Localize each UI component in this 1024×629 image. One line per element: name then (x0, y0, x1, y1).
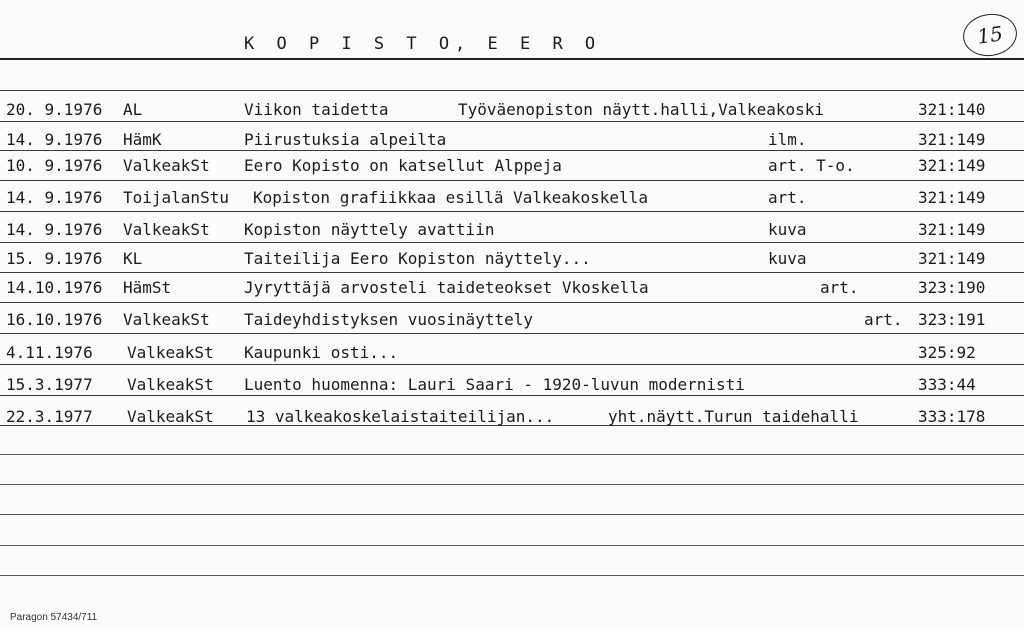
entry-source: ValkeakSt (127, 407, 214, 426)
rule-line (0, 484, 1024, 485)
entry-row (0, 187, 1024, 211)
entry-title: Kopiston näyttely avattiin (244, 220, 495, 239)
entry-source: HämSt (123, 278, 172, 297)
header-rule (0, 58, 1024, 60)
rule-line (0, 211, 1024, 212)
entry-title: Piirustuksia alpeilta (244, 130, 447, 149)
entry-location: yht.näytt.Turun taidehalli (608, 407, 859, 426)
entry-source: ValkeakSt (123, 310, 210, 329)
entry-source: ValkeakSt (127, 375, 214, 394)
rule-line (0, 302, 1024, 303)
entry-type: ilm. (768, 130, 807, 149)
printer-mark: Paragon 57434/711 (10, 612, 98, 623)
entry-source: AL (123, 100, 143, 119)
entry-title: 13 valkeakoskelaistaiteilijan... (246, 407, 555, 426)
entry-date: 22.3.1977 (6, 407, 93, 426)
rule-line (0, 545, 1024, 546)
entry-row (0, 129, 1024, 153)
entry-row (0, 309, 1024, 333)
entry-title: Luento huomenna: Lauri Saari - 1920-luvun modernisti (244, 375, 745, 394)
entry-date: 16.10.1976 (6, 310, 103, 329)
rule-line (0, 575, 1024, 576)
entry-type: art. (820, 278, 859, 297)
entry-title: Kaupunki osti... (244, 343, 399, 362)
entry-date: 15.3.1977 (6, 375, 93, 394)
entry-reference: 325:92 (918, 343, 976, 362)
entry-reference: 323:191 (918, 310, 986, 329)
entry-date: 20. 9.1976 (6, 100, 103, 119)
rule-line (0, 333, 1024, 334)
entry-reference: 321:140 (918, 100, 986, 119)
entry-row (0, 219, 1024, 243)
entry-type: kuva (768, 249, 807, 268)
entry-source: ValkeakSt (123, 156, 210, 175)
entry-row (0, 155, 1024, 179)
rule-line (0, 514, 1024, 515)
person-name-heading: K O P I S T O, E E R O (244, 34, 602, 54)
entry-title: Taiteilija Eero Kopiston näyttely... (244, 249, 591, 268)
entry-reference: 321:149 (918, 156, 986, 175)
entry-source: ToijalanStu (123, 188, 229, 207)
entry-row (0, 99, 1024, 123)
entry-title: Jyryttäjä arvosteli taideteokset Vkoskella (244, 278, 649, 297)
entry-reference: 321:149 (918, 188, 986, 207)
entry-date: 14. 9.1976 (6, 130, 103, 149)
entry-date: 15. 9.1976 (6, 249, 103, 268)
entry-row (0, 248, 1024, 272)
entry-date: 14. 9.1976 (6, 220, 103, 239)
rule-line (0, 272, 1024, 273)
entry-reference: 321:149 (918, 249, 986, 268)
entry-source: ValkeakSt (127, 343, 214, 362)
entry-type: art. T-o. (768, 156, 855, 175)
entry-source: HämK (123, 130, 162, 149)
entry-reference: 321:149 (918, 130, 986, 149)
entry-row (0, 277, 1024, 301)
entry-title: Taideyhdistyksen vuosinäyttely (244, 310, 533, 329)
entry-title: Kopiston grafiikkaa esillä Valkeakoskella (253, 188, 648, 207)
entry-date: 14.10.1976 (6, 278, 103, 297)
entry-title: Viikon taidetta (244, 100, 389, 119)
entry-reference: 321:149 (918, 220, 986, 239)
entry-date: 4.11.1976 (6, 343, 93, 362)
entry-reference: 323:190 (918, 278, 986, 297)
entry-source: ValkeakSt (123, 220, 210, 239)
entry-date: 14. 9.1976 (6, 188, 103, 207)
rule-line (0, 90, 1024, 91)
rule-line (0, 454, 1024, 455)
entry-reference: 333:178 (918, 407, 986, 426)
entry-title: Eero Kopisto on katsellut Alppeja (244, 156, 562, 175)
entry-row (0, 374, 1024, 398)
card-number-stamp: 15 (960, 10, 1019, 59)
entry-location: Työväenopiston näytt.halli,Valkeakoski (458, 100, 825, 119)
entry-type: kuva (768, 220, 807, 239)
entry-reference: 333:44 (918, 375, 976, 394)
entry-source: KL (123, 249, 143, 268)
entry-type: art. (768, 188, 807, 207)
entry-row (0, 342, 1024, 366)
entry-row (0, 406, 1024, 430)
entry-date: 10. 9.1976 (6, 156, 103, 175)
rule-line (0, 180, 1024, 181)
entry-type: art. (864, 310, 903, 329)
